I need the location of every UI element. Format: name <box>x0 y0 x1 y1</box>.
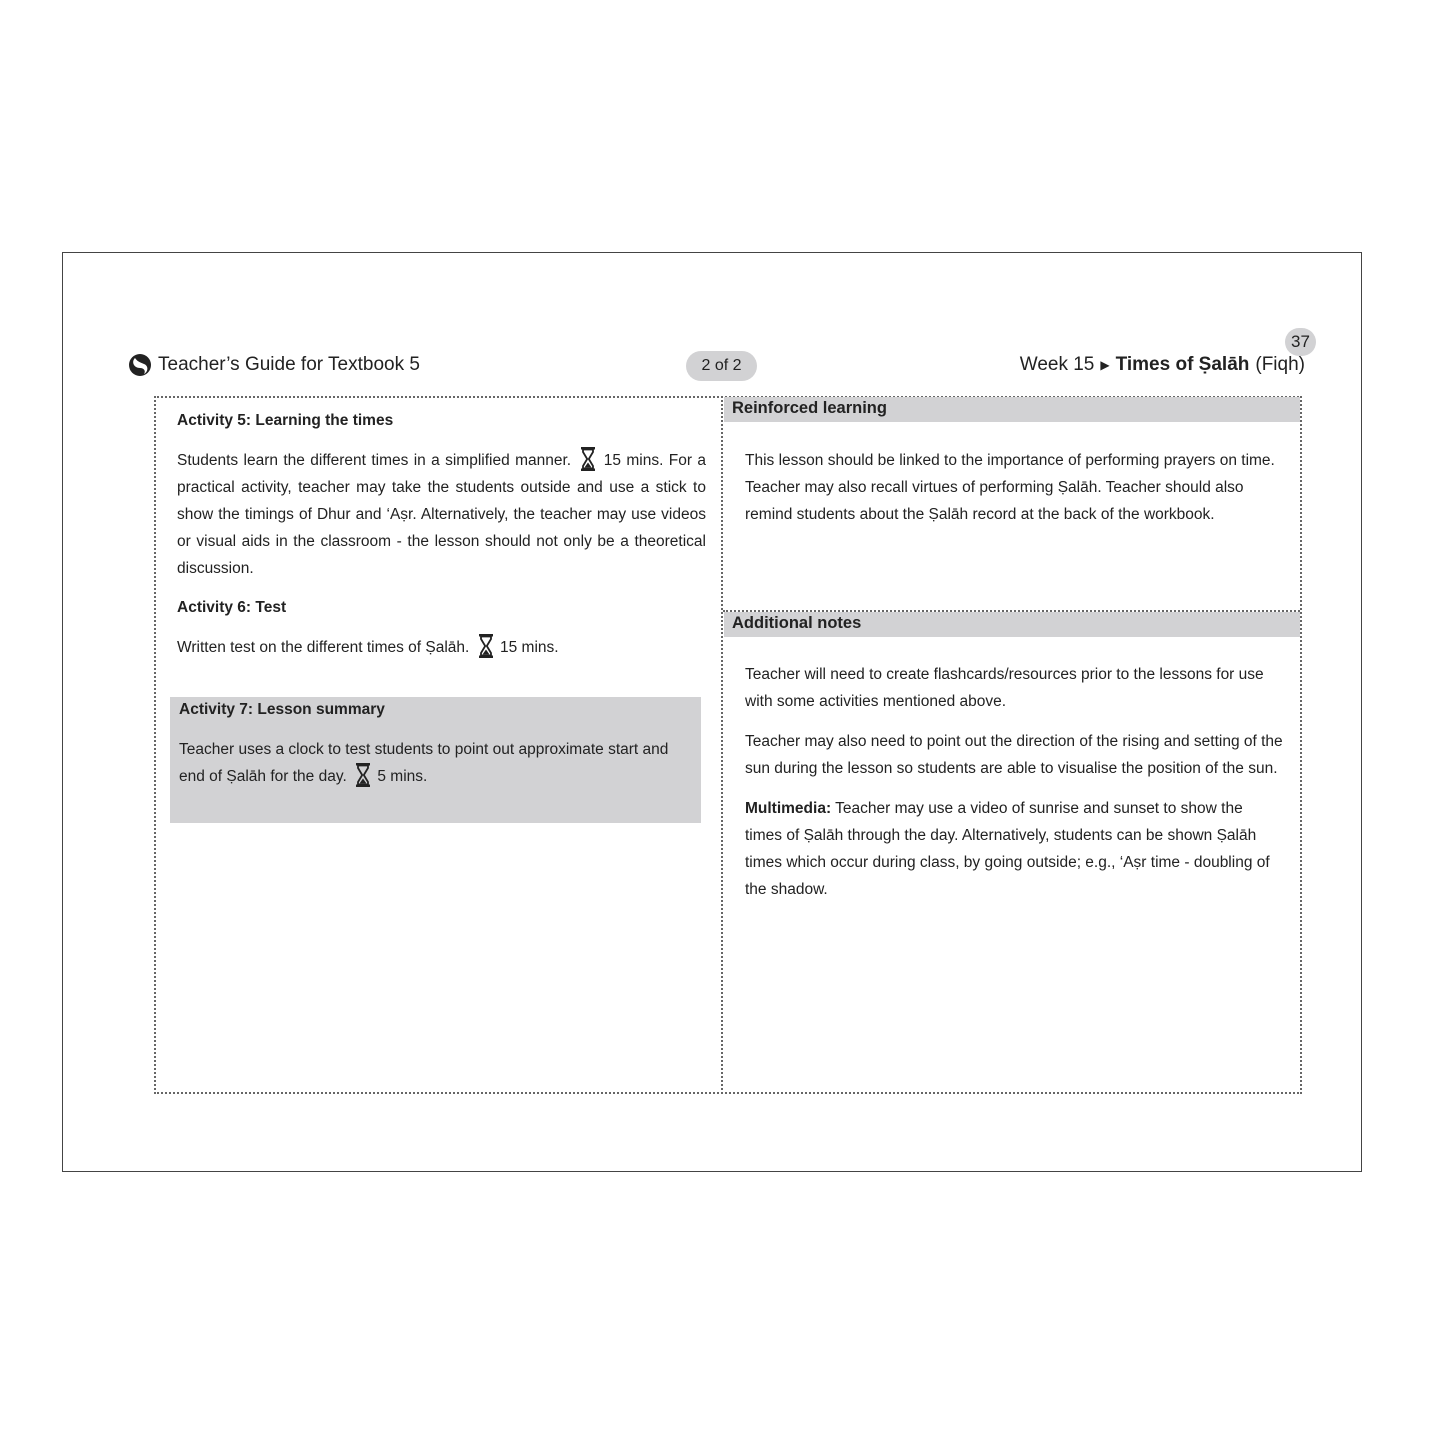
activity5-text: Students learn the different times in a simplified manner. 15 mins. For a practical activity, teacher may take the students outside and use a stick to show the timings of Dhur and ‘Aṣr. Alternatively, the teacher may use videos or visual aids in the classroom - the lesson should not only be a theoretical discussion. <box>177 447 706 582</box>
reinforced-learning-header: Reinforced learning <box>724 397 1300 422</box>
additional-notes-header: Additional notes <box>724 612 1300 637</box>
guide-title: Teacher’s Guide for Textbook 5 <box>158 354 420 375</box>
hourglass-icon <box>580 447 596 471</box>
hourglass-icon <box>478 634 494 658</box>
publisher-logo-icon <box>128 353 152 377</box>
notes-paragraph-2: Teacher may also need to point out the direction of the rising and setting of the sun during the lesson so students are able to visualise the position of the sun. <box>745 733 1283 777</box>
page-number: 37 <box>1285 328 1316 356</box>
lesson-summary-panel <box>170 697 701 823</box>
notes-paragraph-1: Teacher will need to create flashcards/resources prior to the lessons for use with some activities mentioned above. <box>745 666 1264 710</box>
notes-paragraph-3: Multimedia: Teacher may use a video of sunrise and sunset to show the times of Ṣalāh through the day. Alternatively, students can be shown Ṣalāh times which occur during class, by going outside; e.g., ‘Aṣr time - doubling of the shadow. <box>745 800 1270 898</box>
activities-column <box>177 408 706 661</box>
column-divider <box>721 396 723 1094</box>
page-indicator: 2 of 2 <box>686 351 757 381</box>
activity5-heading: Activity 5: Learning the times <box>177 412 394 429</box>
activity6-text: Written test on the different times of Ṣalāh. 15 mins. <box>177 634 706 661</box>
reinforced-learning-text: This lesson should be linked to the importance of performing prayers on time. Teacher may also recall virtues of performing Ṣalāh. Teacher should also remind students about the Ṣalāh record at the back of the workbook. <box>745 452 1275 523</box>
guide-header <box>128 352 420 378</box>
week-label: Week 15 <box>1019 354 1095 375</box>
hourglass-icon <box>355 763 371 787</box>
activity6-heading: Activity 6: Test <box>177 599 287 616</box>
subject-label: (Fiqh) <box>1255 354 1305 375</box>
additional-notes-text <box>745 661 1283 916</box>
topic-title: Times of Ṣalāh <box>1115 354 1250 375</box>
activity7-text: Teacher uses a clock to test students to point out approximate start and end of Ṣalāh for the day. 5 mins. <box>179 741 669 785</box>
activity7-heading: Activity 7: Lesson summary <box>179 701 385 718</box>
multimedia-label: Multimedia: <box>745 800 832 817</box>
triangle-right-icon: ▶ <box>1100 358 1110 372</box>
lesson-header <box>1020 352 1305 378</box>
